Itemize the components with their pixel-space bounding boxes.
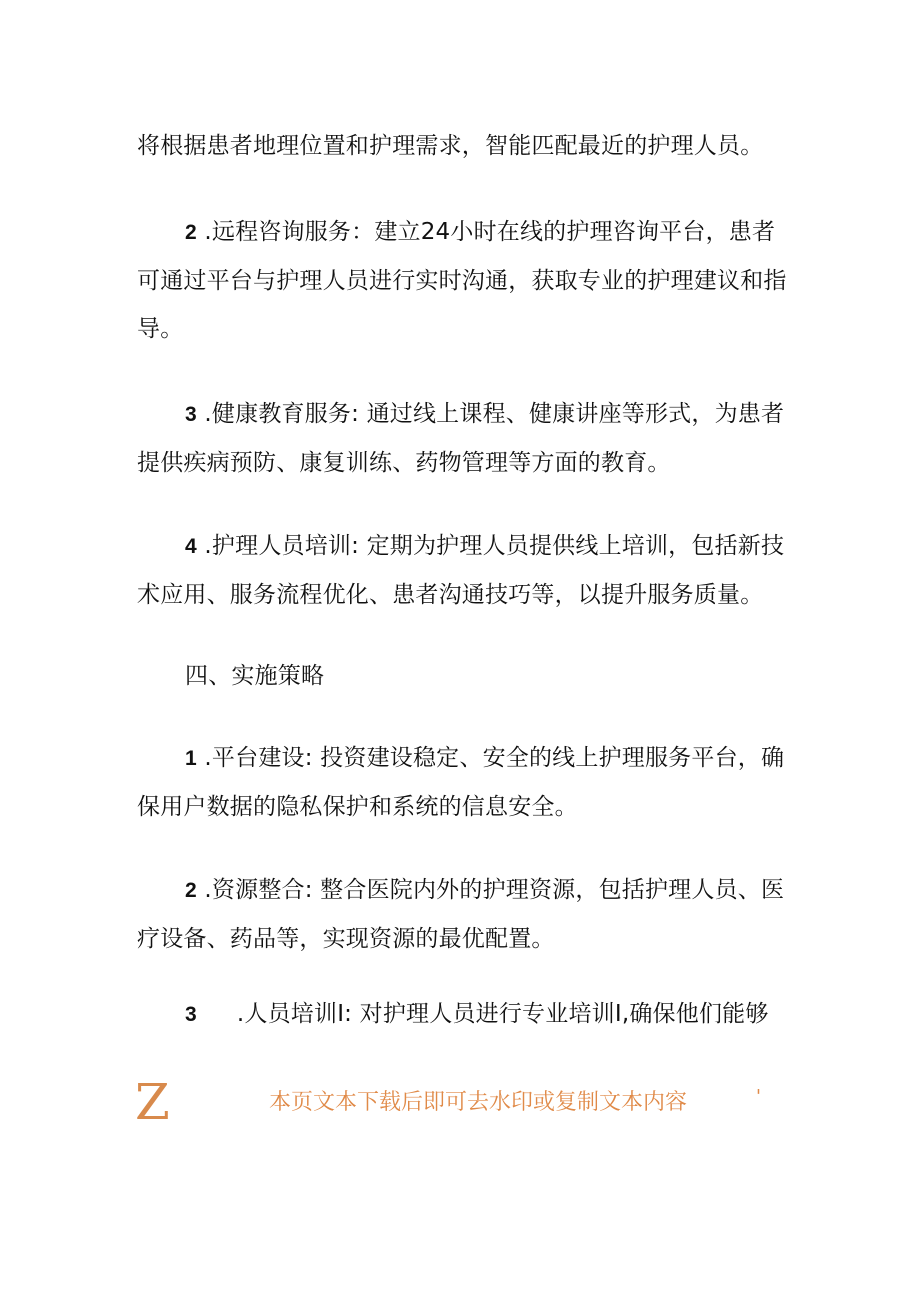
strategy-resource-integration (137, 866, 797, 963)
strategy-personnel-training (137, 990, 797, 1039)
list-item-health-education (137, 390, 797, 487)
list-number: 1 (185, 747, 197, 770)
strategy-platform-building (137, 734, 797, 831)
paragraph-continuation: 将根据患者地理位置和护理需求，智能匹配最近的护理人员。 (137, 133, 764, 159)
list-item-staff-training (137, 522, 797, 619)
list-number: 2 (185, 221, 197, 244)
list-item-text: .远程咨询服务：建立24小时在线的护理咨询平台，患者可通过平台与护理人员进行实时沟通，获取专业的护理建议和指导。 (137, 219, 787, 342)
watermark-mark: ' (756, 1086, 761, 1107)
list-item-text: .健康教育服务: 通过线上课程、健康讲座等形式，为患者提供疾病预防、康复训练、药物管理等方面的教育。 (137, 401, 785, 476)
list-item-text: .资源整合: 整合医院内外的护理资源，包括护理人员、医疗设备、药品等，实现资源的最优配置。 (137, 877, 785, 952)
watermark-logo-icon: Z (135, 1073, 170, 1131)
list-item-text: .护理人员培训: 定期为护理人员提供线上培训，包括新技术应用、服务流程优化、患者沟通技巧等，以提升服务质量。 (137, 533, 785, 608)
list-number: 2 (185, 879, 197, 902)
list-item-remote-consulting (137, 208, 797, 353)
list-number: 3 (185, 403, 197, 426)
list-item-text: .平台建设: 投资建设稳定、安全的线上护理服务平台，确保用户数据的隐私保护和系统的信息安全。 (137, 745, 785, 820)
list-number: 3 (185, 1003, 197, 1026)
watermark-text: 本页文本下载后即可去水印或复制文本内容 (269, 1090, 688, 1115)
list-item-text: .人员培训I: 对护理人员进行专业培训I,确保他们能够 (236, 1001, 769, 1027)
section-heading: 四、实施策略 (185, 663, 325, 689)
list-number: 4 (185, 535, 197, 558)
watermark-banner (0, 1072, 920, 1132)
